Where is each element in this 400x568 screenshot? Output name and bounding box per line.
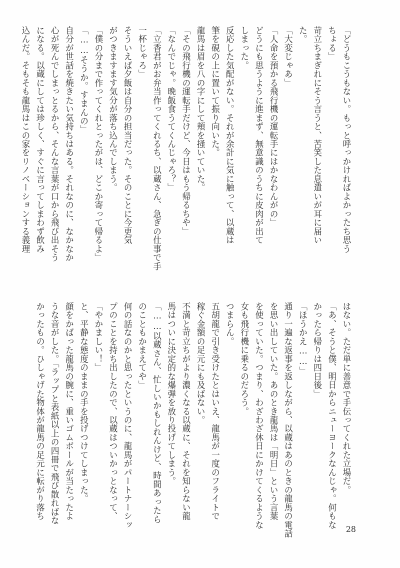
text-line: 自分が世話を焼きたい気持ちはある。それなのに、なかなか <box>64 26 75 262</box>
text-line: 稼ぐ金額の足元にも及ばない。 <box>196 302 207 425</box>
text-line: と、平静な態度のままの手を投げつけてしまった。 <box>79 302 90 504</box>
text-line: うな音がした。「ラップと表紙以上の四冊で飛び散ればな <box>50 302 61 526</box>
page-number: 28 <box>345 525 356 534</box>
text-line: 「なんでじゃ。晩飯食うてくんじゃろ？」 <box>166 26 177 193</box>
text-line: 一杯じゃろ」 <box>137 26 148 79</box>
text-line: 「ほうかえ……」 <box>298 302 309 376</box>
text-line: かったら帰りは四日後」 <box>312 302 323 399</box>
text-line: プのことを持ち出したので、以蔵はついかっとなって、 <box>108 302 119 521</box>
text-line: 「僕の分まで作ってくれとったがは、どこか寄って帰るよ」 <box>93 26 104 262</box>
text-line: 「どうもこうもない。もっと呼っかければよかったち思う <box>342 26 352 254</box>
text-line: しまった。 <box>239 26 250 70</box>
text-line: はない。ただ単に善意で手伝ってくれた立場だ。 <box>342 302 352 495</box>
text-line: 苛立ちまぎれにそう言うと、苦笑した息遣いが耳に届い <box>312 26 323 245</box>
text-line: 「……そうか。すまんの」 <box>79 26 90 135</box>
text-line: 顔をかばった龍馬の腕に、重いゴムボールが当たったよ <box>64 302 75 521</box>
text-line: 五胡龍で引き受けたとはいえ、龍馬が一度のフライトで <box>210 302 221 521</box>
text-line: がつきますます気分が落ち込んでしまう。 <box>108 26 119 193</box>
text-line: 「あ、そうと僕、明日からニューヨークなんじゃ。何もな <box>327 302 338 530</box>
text-line: どうにも思うように進まず、無意識のうちに皮肉が出て <box>254 26 265 245</box>
text-line: 筆を硯の上に置いて振り向いた。 <box>210 26 221 158</box>
text-line: 女も飛行機に乗るのだろう。 <box>239 302 250 416</box>
text-line: 龍馬は眉を八の字にして頬を掻いていた。 <box>196 26 207 193</box>
text-line: を使っていた。つまり、わざわざ休日にかけてくるような <box>254 302 265 530</box>
text-line: のこともかまえてや」 <box>137 302 148 390</box>
text-line: 「人命を預かる飛行機の運転手にはかなわんがの」 <box>269 26 280 228</box>
text-line: つまらん。 <box>225 302 236 346</box>
text-line: 「……以蔵さん、忙しいかもしれんけど、時間あったら <box>152 302 163 524</box>
text-line: 心が死んでしまっとるから、そんな言葉が口から飛び出そう <box>50 26 61 262</box>
text-line: 「その飛行機の運転手だけど、今日はもう帰るちや」 <box>181 26 192 236</box>
text-tier-top <box>20 26 354 290</box>
text-line: そういえば夕飯は自分の担当だった。そのことに今更気 <box>123 26 134 245</box>
text-line: 「やかましい！」 <box>93 302 104 372</box>
text-line: 「大変じゃあ」 <box>283 26 294 88</box>
text-line: 馬はついに決定的な爆弾を放り投げてしまう。 <box>166 302 177 486</box>
text-line: 反応した気配がない。それが余計に気に触って、以蔵は <box>225 26 236 245</box>
text-line: 何の話なのかと思ったというのに、龍馬がパートナーシッ <box>123 302 134 530</box>
text-line: かったもの。ひしゃげた物体が龍馬の足元に転がり落ち <box>35 302 46 521</box>
text-line: になる。以蔵にしては珍しく、すぐに言ってしまわず飲み <box>35 26 46 254</box>
text-line: 通り一遍な返事を返しながら、以蔵はあのときの龍馬の電話 <box>283 302 294 538</box>
text-line: た。 <box>298 26 309 44</box>
text-line: ちょる」 <box>327 26 338 61</box>
text-line: を思い出していた。あのとき龍馬は「明日」という言葉 <box>269 302 280 521</box>
text-line: 不満と苛立ちがより濃くなる以蔵に、それを知らない龍 <box>181 302 192 521</box>
text-tier-bottom <box>35 302 354 566</box>
text-line: 「立香君がお弁当作ってくれるち、以蔵さん、急ぎの仕事で手 <box>152 26 163 271</box>
text-line: 込んだ。そもそも龍馬はこの家をリノベーションする義理 <box>20 26 31 254</box>
